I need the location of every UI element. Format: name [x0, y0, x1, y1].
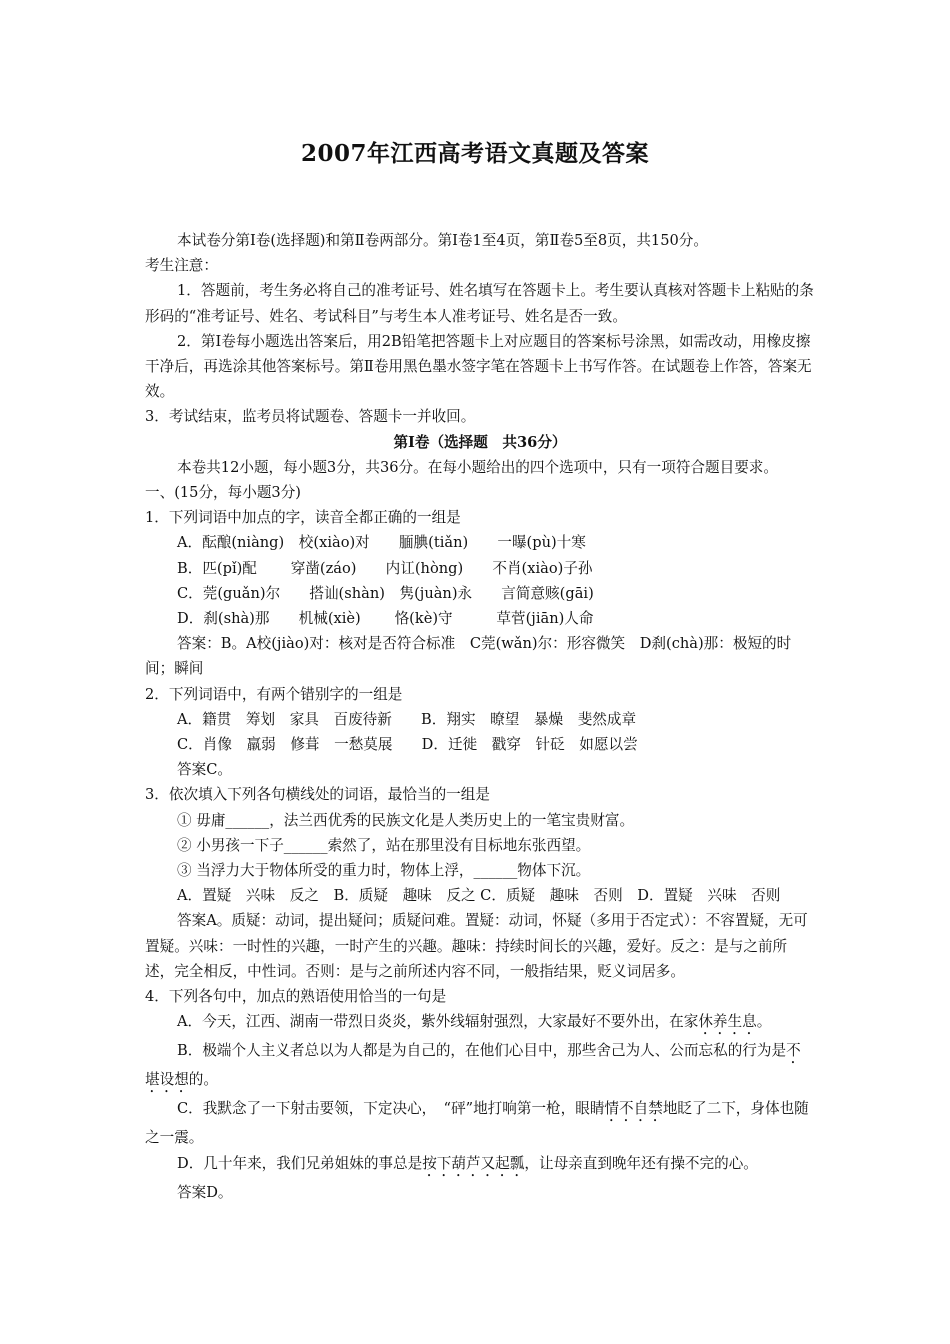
- section-description: 本卷共12小题，每小题3分，共36分。在每小题给出的四个选项中，只有一项符合题目要求。: [177, 458, 778, 476]
- question-3-sentence-1: ① 毋庸______，法兰西优秀的民族文化是人类历史上的一笔宝贵财富。: [177, 811, 635, 829]
- question-3-answer: 答案A。质疑：动词，提出疑问；质疑问难。置疑：动词，怀疑（多用于否定式）：不容置疑，无可置疑。兴味：一时性的兴趣，一时产生的兴趣。趣味：持续时间长的兴趣，爱好。反之：是与之前所述，完全相反，中性词。否则：是与之前所述内容不同，一般指结果，贬义词居多。: [145, 912, 808, 980]
- question-3-options: A．置疑 兴味 反之 B．质疑 趣味 反之 C．质疑 趣味 否则 D．置疑 兴味 否则: [177, 887, 781, 905]
- question-4-stem: 4．下列各句中，加点的熟语使用恰当的一句是: [145, 988, 447, 1006]
- question-4-option-a: [145, 1009, 815, 1038]
- question-2-options-cd: C．肖像 羸弱 修葺 一愁莫展 D．迁徙 戳穿 针砭 如愿以尝: [177, 736, 638, 754]
- notice-item-1: 1．答题前，考生务必将自己的准考证号、姓名填写在答题卡上。考生要认真核对答题卡上粘贴的条形码的“准考证号、姓名、考试科目”与考生本人准考证号、姓名是否一致。: [145, 282, 814, 325]
- dotted-idiom: 休养生息: [698, 1013, 757, 1031]
- question-3-sentence-2: ② 小男孩一下子______索然了，站在那里没有目标地东张西望。: [177, 836, 591, 854]
- notice-item-3: 3．考试结束，监考员将试题卷、答题卡一并收回。: [145, 408, 476, 426]
- question-1-option-c: C．莞(guǎn)尔 搭讪(shàn) 隽(juàn)永 言简意赅(gāi): [177, 584, 594, 602]
- question-1-option-b: B．匹(pǐ)配 穿凿(záo) 内讧(hòng) 不肖(xiào)子孙: [177, 559, 593, 577]
- question-1-stem: 1．下列词语中加点的字，读音全都正确的一组是: [145, 509, 461, 527]
- notice-item-2: 2．第Ⅰ卷每小题选出答案后，用2B铅笔把答题卡上对应题目的答案标号涂黑，如需改动，用橡皮擦干净后，再选涂其他答案标号。第Ⅱ卷用黑色墨水签字笔在答题卡上书写作答。在试题卷上作答，答案无效。: [145, 332, 812, 401]
- dotted-idiom: 按下葫芦又起瓢: [422, 1154, 525, 1172]
- question-4-option-b: [145, 1038, 815, 1096]
- question-2-stem: 2．下列词语中，有两个错别字的一组是: [145, 685, 403, 703]
- dotted-idiom: 不堪设想: [145, 1042, 801, 1089]
- part-heading: 一、(15分，每小题3分): [145, 484, 301, 502]
- section-heading: 第Ⅰ卷（选择题 共36分）: [393, 433, 567, 451]
- option-text: A．今天，江西、湖南一带烈日炎炎，紫外线辐射强烈，大家最好不要外出，在家: [177, 1013, 699, 1031]
- question-2-options-ab: A．籍贯 筹划 家具 百废待新 B．翔实 暸望 暴燥 斐然成章: [177, 710, 637, 728]
- question-3-stem: 3．依次填入下列各句横线处的词语，最恰当的一组是: [145, 786, 490, 804]
- question-1-option-a: A．酝酿(niàng) 校(xiào)对 腼腆(tiǎn) 一曝(pù)十寒: [177, 534, 586, 552]
- option-text: ，让母亲直到晚年还有操不完的心。: [524, 1154, 758, 1172]
- dotted-idiom: 情不自禁: [604, 1100, 663, 1118]
- intro-paragraph: 本试卷分第Ⅰ卷(选择题)和第Ⅱ卷两部分。第Ⅰ卷1至4页，第Ⅱ卷5至8页，共150分。: [177, 232, 708, 249]
- page-title: 2007年江西高考语文真题及答案: [300, 140, 649, 167]
- question-2-answer: 答案C。: [177, 761, 232, 779]
- document-body: [145, 228, 815, 1205]
- question-1-option-d: D．刹(shà)那 机械(xiè) 恪(kè)守 草菅(jiān)人命: [177, 610, 594, 628]
- option-text: B．极端个人主义者总以为人都是为自己的，在他们心目中，那些舍己为人、公而忘私的行为是: [177, 1042, 787, 1060]
- question-1-answer: 答案：B。A校(jiào)对：核对是否符合标准 C莞(wǎn)尔：形容微笑 D刹(chà)那：极短的时间；瞬间: [145, 635, 792, 678]
- option-text: 。: [756, 1013, 772, 1031]
- option-text: C．我默念了一下射击要领，下定决心， “砰”地打响第一枪，眼睛: [177, 1100, 605, 1118]
- option-text: 地眨了二下，身体也随之一震。: [145, 1100, 809, 1147]
- notice-label: 考生注意：: [145, 257, 218, 275]
- option-text: 的。: [188, 1071, 218, 1089]
- question-3-sentence-3: ③ 当浮力大于物体所受的重力时，物体上浮，______物体下沉。: [177, 862, 591, 880]
- question-4-option-c: [145, 1096, 815, 1150]
- question-4-option-d: [145, 1151, 815, 1180]
- question-4-answer: 答案D。: [177, 1183, 233, 1201]
- option-text: D．几十年来，我们兄弟姐妹的事总是: [177, 1154, 423, 1172]
